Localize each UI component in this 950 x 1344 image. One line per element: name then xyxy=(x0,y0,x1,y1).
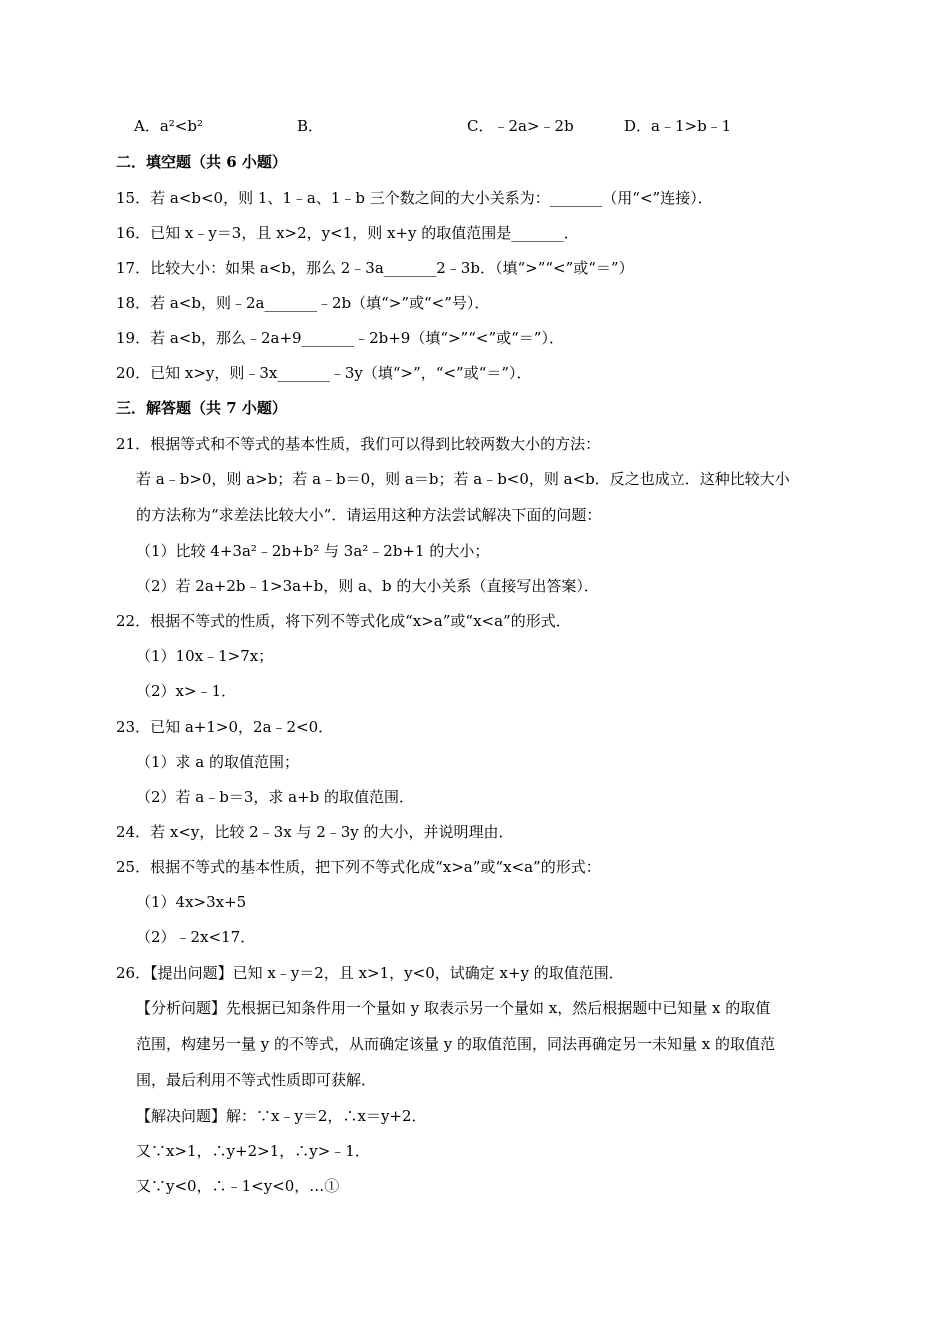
section-3-title: 三．解答题（共 7 小题） xyxy=(116,399,287,417)
question-17: 17．比较大小：如果 a<b，那么 2﹣3a_______2﹣3b．（填“>”“<”或“＝”） xyxy=(116,259,634,277)
question-26-solution-2: 又∵x>1，∴y+2>1，∴y>﹣1． xyxy=(136,1142,370,1160)
choice-d: D．a﹣1>b﹣1 xyxy=(624,117,732,135)
question-15: 15．若 a<b<0，则 1、1﹣a、1﹣b 三个数之间的大小关系为：_______（用“<”连接）． xyxy=(116,189,713,207)
question-25-stem: 25．根据不等式的基本性质，把下列不等式化成“x>a”或“x<a”的形式： xyxy=(116,858,601,876)
question-26-analysis-2: 范围，构建另一量 y 的不等式，从而确定该量 y 的取值范围，同法再确定另一未知量 x 的取值范 xyxy=(136,1035,776,1053)
choice-b: B． xyxy=(297,117,324,135)
question-26-solution-3: 又∵y<0，∴﹣1<y<0，…① xyxy=(136,1177,340,1195)
question-26-analysis-3: 围，最后利用不等式性质即可获解． xyxy=(136,1071,377,1089)
section-2-title: 二．填空题（共 6 小题） xyxy=(116,153,287,171)
question-25-part-1: （1）4x>3x+5 xyxy=(136,893,247,911)
question-21-part-2: （2）若 2a+2b﹣1>3a+b，则 a、b 的大小关系（直接写出答案）． xyxy=(136,577,599,595)
question-22-part-1: （1）10x﹣1>7x； xyxy=(136,647,274,665)
question-21-line-1: 若 a﹣b>0，则 a>b；若 a﹣b＝0，则 a＝b；若 a﹣b<0，则 a<b．反之也成立．这种比较大小 xyxy=(136,470,790,488)
question-19: 19．若 a<b，那么﹣2a+9_______﹣2b+9（填“>”“<”或“＝”）． xyxy=(116,329,564,347)
choice-c: C．﹣2a>﹣2b xyxy=(467,117,574,135)
question-21-stem: 21．根据等式和不等式的基本性质，我们可以得到比较两数大小的方法： xyxy=(116,435,601,453)
question-23-stem: 23．已知 a+1>0，2a﹣2<0． xyxy=(116,718,334,736)
question-16: 16．已知 x﹣y＝3，且 x>2，y<1，则 x+y 的取值范围是_______． xyxy=(116,224,579,242)
question-21-part-1: （1）比较 4+3a²﹣2b+b² 与 3a²﹣2b+1 的大小； xyxy=(136,542,490,560)
question-23-part-2: （2）若 a﹣b＝3，求 a+b 的取值范围． xyxy=(136,788,415,806)
question-20: 20．已知 x>y，则﹣3x_______﹣3y（填“>”，“<”或“＝”）． xyxy=(116,364,532,382)
question-26-analysis-1: 【分析问题】先根据已知条件用一个量如 y 取表示另一个量如 x，然后根据题中已知量 x 的取值 xyxy=(136,999,771,1017)
question-25-part-2: （2）﹣2x<17． xyxy=(136,928,256,946)
question-18: 18．若 a<b，则﹣2a_______﹣2b（填“>”或“<”号）． xyxy=(116,294,490,312)
question-24: 24．若 x<y，比较 2﹣3x 与 2﹣3y 的大小，并说明理由． xyxy=(116,823,514,841)
question-26-solution-1: 【解决问题】解：∵x﹣y＝2，∴x＝y+2． xyxy=(136,1107,427,1125)
question-26-stem: 26．【提出问题】已知 x﹣y＝2，且 x>1，y<0，试确定 x+y 的取值范围． xyxy=(116,964,624,982)
question-22-stem: 22．根据不等式的性质，将下列不等式化成“x>a”或“x<a”的形式． xyxy=(116,612,571,630)
question-21-line-2: 的方法称为“求差法比较大小”．请运用这种方法尝试解决下面的问题： xyxy=(136,506,602,524)
question-22-part-2: （2）x>﹣1． xyxy=(136,682,237,700)
choice-a: A．a²<b² xyxy=(134,117,203,135)
question-23-part-1: （1）求 a 的取值范围； xyxy=(136,753,300,771)
